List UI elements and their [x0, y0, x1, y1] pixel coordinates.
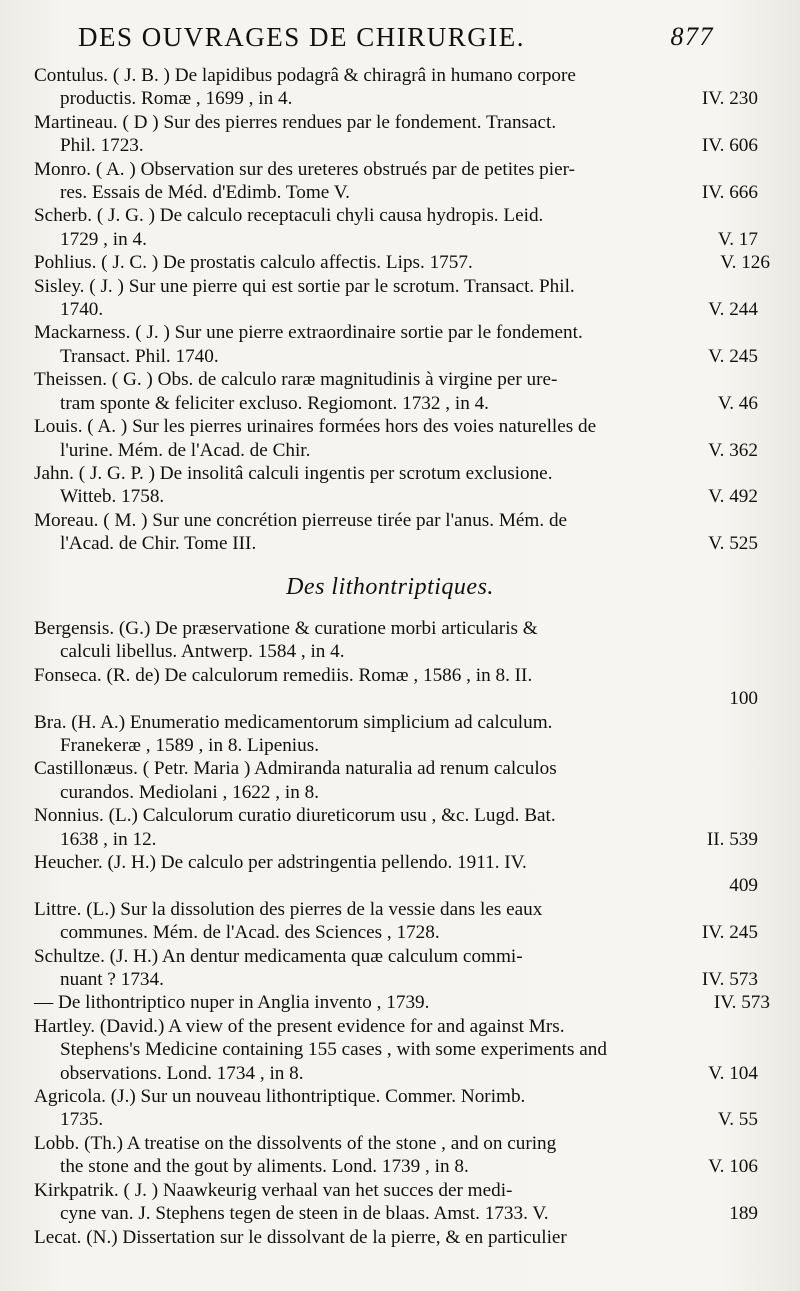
entry-line: Theissen. ( G. ) Obs. de calculo raræ magnitudinis à virgine per ure-: [34, 369, 558, 391]
entry-reference: IV. 230: [701, 88, 758, 110]
entry-line: Agricola. (J.) Sur un nouveau lithontriptique. Commer. Norimb.: [34, 1086, 526, 1108]
entry-continuation: calculi libellus. Antwerp. 1584 , in 4.: [60, 641, 345, 663]
entry-continuation: 1729 , in 4.: [60, 228, 147, 250]
entry-line: Kirkpatrik. ( J. ) Naawkeurig verhaal van het succes der medi-: [34, 1179, 513, 1201]
entry-continuation: productis. Romæ , 1699 , in 4.: [60, 88, 293, 110]
bibliography-entry: [34, 158, 758, 205]
entry-continuation: nuant ? 1734.: [60, 969, 164, 991]
entry-reference: 100: [729, 688, 758, 710]
entry-line: Mackarness. ( J. ) Sur une pierre extraordinaire sortie par le fondement.: [34, 322, 583, 344]
entry-continuation: communes. Mém. de l'Acad. des Sciences , 1728.: [60, 922, 440, 944]
entry-continuation: 1735.: [60, 1109, 104, 1131]
entry-line: Bra. (H. A.) Enumeratio medicamentorum simplicium ad calculum.: [34, 711, 553, 733]
entry-reference: V. 525: [708, 533, 758, 555]
bibliography-entry: [34, 617, 746, 664]
bibliography-entry: [34, 804, 758, 851]
entry-reference: IV. 573: [701, 969, 758, 991]
entry-line: Castillonæus. ( Petr. Maria ) Admiranda naturalia ad renum calculos: [34, 758, 557, 780]
entry-continuation: l'Acad. de Chir. Tome III.: [60, 533, 257, 555]
bibliography-entry: [34, 1226, 746, 1249]
entry-line: Louis. ( A. ) Sur les pierres urinaires formées hors des voies naturelles de: [34, 416, 597, 438]
entry-line: Monro. ( A. ) Observation sur des ureteres obstrués par de petites pier-: [34, 158, 575, 180]
entry-continuation: the stone and the gout by aliments. Lond. 1739 , in 8.: [60, 1156, 469, 1178]
entry-reference: V. 104: [708, 1062, 758, 1084]
entry-reference: V. 492: [708, 486, 758, 508]
entry-continuation: cyne van. J. Stephens tegen de steen in de blaas. Amst. 1733. V.: [60, 1203, 549, 1225]
entry-reference: V. 362: [708, 439, 758, 461]
entry-continuation: Phil. 1723.: [60, 135, 144, 157]
entry-line: Sisley. ( J. ) Sur une pierre qui est sortie par le scrotum. Transact. Phil.: [34, 275, 575, 297]
entry-reference: IV. 606: [701, 135, 758, 157]
entry-line: Pohlius. ( J. C. ) De prostatis calculo affectis. Lips. 1757.: [34, 252, 473, 274]
entry-line: Lecat. (N.) Dissertation sur le dissolvant de la pierre, & en particulier: [34, 1226, 567, 1248]
entry-line: Scherb. ( J. G. ) De calculo receptaculi chyli causa hydropis. Leid.: [34, 205, 544, 227]
entry-line: Fonseca. (R. de) De calculorum remediis. Romæ , 1586 , in 8. II.: [34, 664, 533, 686]
bibliography-entry: [34, 204, 758, 251]
entry-line: — De lithontriptico nuper in Anglia invento , 1739.: [34, 992, 430, 1014]
entry-reference: II. 539: [706, 828, 758, 850]
entry-continuation: l'urine. Mém. de l'Acad. de Chir.: [60, 439, 311, 461]
bibliography-entry: [34, 275, 758, 322]
entry-reference: V. 126: [720, 252, 770, 274]
bibliography-list: [34, 64, 770, 1249]
entry-line: Martineau. ( D ) Sur des pierres rendues par le fondement. Transact.: [34, 111, 557, 133]
entries-chirurgie: [34, 64, 770, 556]
section-heading: Des lithontriptiques.: [286, 573, 494, 600]
bibliography-entry: [34, 368, 758, 415]
bibliography-entry: [34, 462, 758, 509]
running-header: [78, 22, 714, 53]
entry-continuation: observations. Lond. 1734 , in 8.: [60, 1062, 304, 1084]
entries-lithontriptiques: [34, 617, 770, 1249]
bibliography-entry: [34, 321, 758, 368]
entry-line: Hartley. (David.) A view of the present evidence for and against Mrs.: [34, 1015, 565, 1037]
entry-reference: V. 106: [708, 1156, 758, 1178]
entry-line: Heucher. (J. H.) De calculo per adstringentia pellendo. 1911. IV.: [34, 852, 527, 873]
bibliography-entry: [34, 757, 746, 804]
bibliography-entry: [34, 64, 758, 111]
bibliography-entry: [34, 509, 758, 556]
entry-line: Bergensis. (G.) De præservatione & curatione morbi articularis &: [34, 617, 538, 639]
bibliography-entry: [34, 898, 758, 945]
bibliography-entry: [34, 991, 770, 1014]
entry-reference: V. 244: [708, 299, 758, 321]
entry-continuation: Stephens's Medicine containing 155 cases , with some experiments and: [60, 1039, 607, 1061]
bibliography-entry: [34, 415, 758, 462]
entry-line: Schultze. (J. H.) An dentur medicamenta quæ calculum commi-: [34, 945, 523, 967]
entry-continuation: Witteb. 1758.: [60, 486, 165, 508]
entry-line: Littre. (L.) Sur la dissolution des pierres de la vessie dans les eaux: [34, 898, 543, 920]
bibliography-entry: [34, 664, 758, 711]
bibliography-entry: [34, 711, 746, 758]
entry-line: Nonnius. (L.) Calculorum curatio diureticorum usu , &c. Lugd. Bat.: [34, 805, 556, 827]
entry-reference: 189: [729, 1203, 758, 1225]
entry-continuation: res. Essais de Méd. d'Edimb. Tome V.: [60, 182, 350, 204]
entry-line: Jahn. ( J. G. P. ) De insolitâ calculi ingentis per scrotum exclusione.: [34, 462, 553, 484]
bibliography-entry: [34, 851, 758, 898]
entry-reference: V. 245: [708, 345, 758, 367]
entry-line: Contulus. ( J. B. ) De lapidibus podagrâ & chiragrâ in humano corpore: [34, 65, 576, 86]
entry-continuation: Transact. Phil. 1740.: [60, 345, 219, 367]
entry-reference: 409: [729, 875, 758, 897]
bibliography-entry: [34, 1085, 758, 1132]
entry-continuation: tram sponte & feliciter excluso. Regiomont. 1732 , in 4.: [60, 392, 489, 414]
entry-line: Lobb. (Th.) A treatise on the dissolvents of the stone , and on curing: [34, 1132, 557, 1154]
bibliography-entry: [34, 945, 758, 992]
entry-reference: IV. 573: [713, 992, 770, 1014]
bibliography-entry: [34, 1132, 758, 1179]
entry-reference: IV. 666: [701, 182, 758, 204]
entry-line: Moreau. ( M. ) Sur une concrétion pierreuse tirée par l'anus. Mém. de: [34, 509, 568, 531]
bibliography-entry: [34, 111, 758, 158]
entry-continuation: curandos. Mediolani , 1622 , in 8.: [60, 781, 319, 803]
bibliography-entry: [34, 1015, 758, 1085]
entry-reference: V. 55: [717, 1109, 758, 1131]
page-title: DES OUVRAGES DE CHIRURGIE.: [78, 22, 526, 52]
bibliography-entry: [34, 1179, 758, 1226]
page-number: 877: [670, 22, 714, 51]
entry-reference: V. 17: [717, 228, 758, 250]
entry-continuation: 1638 , in 12.: [60, 828, 157, 850]
entry-continuation: Franekeræ , 1589 , in 8. Lipenius.: [60, 734, 319, 756]
bibliography-entry: [34, 251, 770, 274]
entry-continuation: 1740.: [60, 299, 104, 321]
entry-reference: V. 46: [717, 392, 758, 414]
entry-reference: IV. 245: [701, 922, 758, 944]
